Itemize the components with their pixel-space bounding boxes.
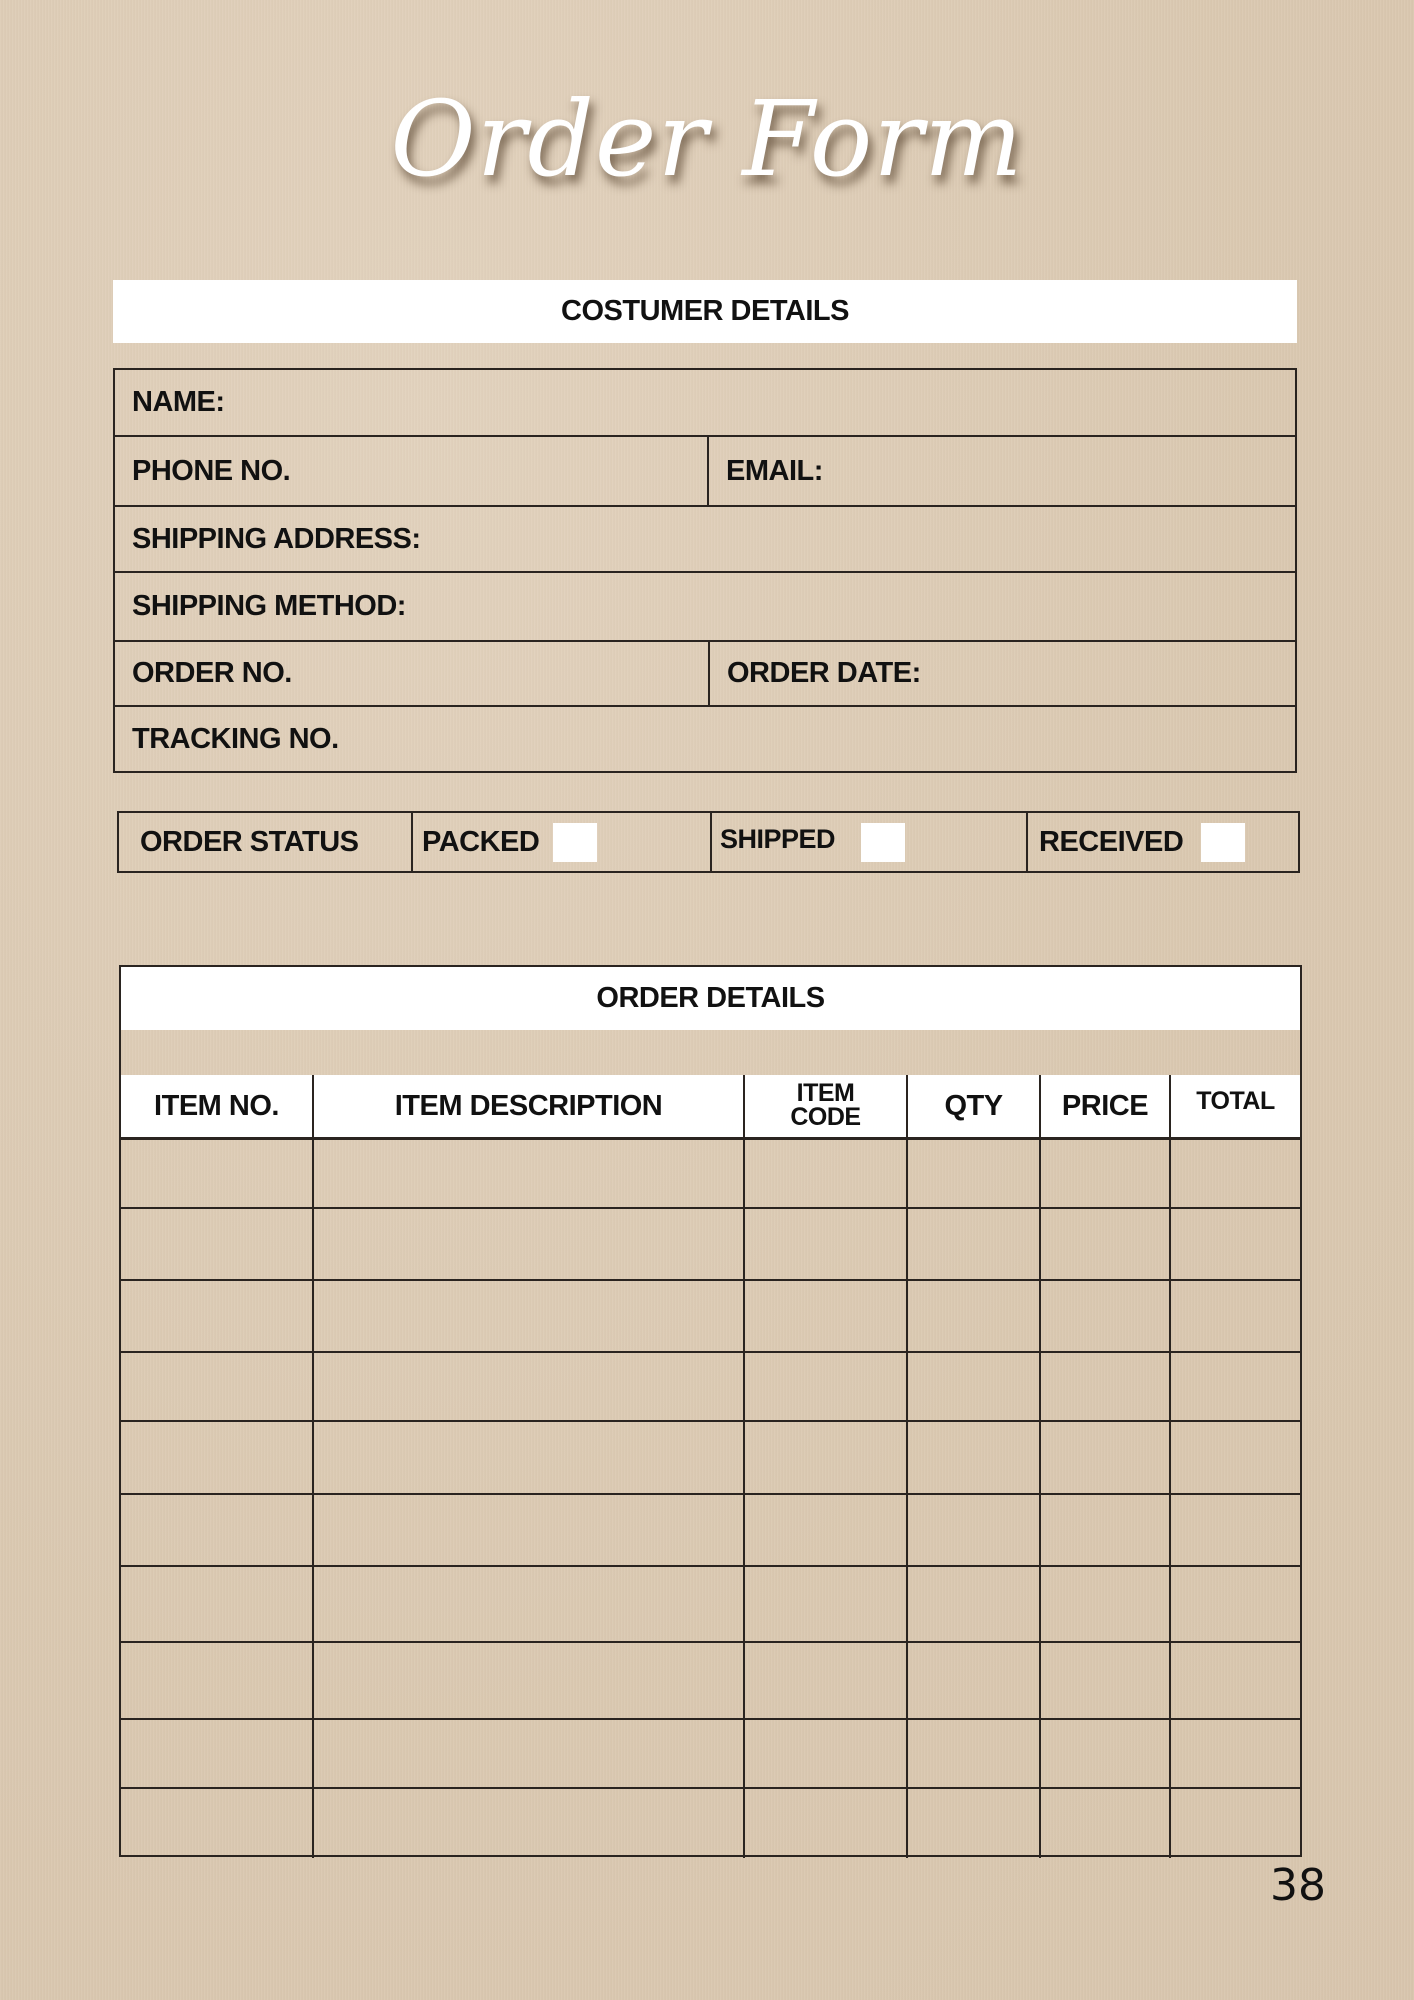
col-qty-label: QTY: [944, 1089, 1003, 1122]
price-cell[interactable]: [1041, 1789, 1171, 1858]
tracking-no-label: TRACKING NO.: [132, 722, 339, 755]
qty-cell[interactable]: [908, 1789, 1041, 1858]
item-description-cell[interactable]: [314, 1281, 745, 1351]
status-received[interactable]: [1028, 813, 1298, 871]
item-no-cell[interactable]: [121, 1567, 314, 1641]
item-code-cell[interactable]: [745, 1720, 908, 1787]
order-date-field[interactable]: [710, 642, 1295, 705]
table-row: [121, 1643, 1300, 1720]
col-item-no-label: ITEM NO.: [154, 1089, 279, 1122]
page-number: 38: [1270, 1860, 1326, 1911]
item-description-cell[interactable]: [314, 1353, 745, 1420]
item-no-cell[interactable]: [121, 1720, 314, 1787]
item-code-cell[interactable]: [745, 1789, 908, 1858]
order-details-table: [119, 965, 1302, 1857]
item-code-cell[interactable]: [745, 1422, 908, 1493]
total-cell[interactable]: [1171, 1720, 1300, 1787]
item-no-cell[interactable]: [121, 1353, 314, 1420]
item-code-cell[interactable]: [745, 1209, 908, 1279]
status-shipped[interactable]: [712, 813, 1028, 871]
customer-details-table: [113, 368, 1297, 773]
customer-details-heading-text: COSTUMER DETAILS: [561, 295, 849, 327]
col-price-label: PRICE: [1061, 1089, 1149, 1122]
total-cell[interactable]: [1171, 1281, 1300, 1351]
item-code-cell[interactable]: [745, 1567, 908, 1641]
col-total: [1171, 1075, 1300, 1137]
received-checkbox[interactable]: [1201, 823, 1245, 862]
price-cell[interactable]: [1041, 1422, 1171, 1493]
name-field[interactable]: [115, 370, 1295, 435]
price-cell[interactable]: [1041, 1495, 1171, 1565]
order-status-label-cell: [119, 813, 413, 871]
customer-details-heading: [113, 280, 1297, 343]
table-row: [121, 1789, 1300, 1858]
shipping-address-row: [115, 507, 1295, 573]
order-details-heading: [121, 967, 1300, 1030]
total-cell[interactable]: [1171, 1422, 1300, 1493]
col-total-label: TOTAL: [1196, 1087, 1275, 1115]
item-no-cell[interactable]: [121, 1422, 314, 1493]
table-row: [121, 1422, 1300, 1495]
col-item-code-label: ITEM CODE: [790, 1079, 861, 1131]
price-cell[interactable]: [1041, 1140, 1171, 1207]
qty-cell[interactable]: [908, 1209, 1041, 1279]
order-no-date-row: [115, 642, 1295, 707]
total-cell[interactable]: [1171, 1353, 1300, 1420]
order-details-heading-text: ORDER DETAILS: [596, 982, 825, 1014]
table-row: [121, 1567, 1300, 1643]
item-code-cell[interactable]: [745, 1140, 908, 1207]
tracking-no-field[interactable]: [115, 707, 1295, 771]
qty-cell[interactable]: [908, 1643, 1041, 1718]
total-cell[interactable]: [1171, 1567, 1300, 1641]
shipping-address-field[interactable]: [115, 507, 1295, 571]
price-cell[interactable]: [1041, 1209, 1171, 1279]
page-title: Order Form: [390, 78, 1024, 200]
received-label: RECEIVED: [1039, 825, 1184, 858]
price-cell[interactable]: [1041, 1720, 1171, 1787]
col-item-description-label: ITEM DESCRIPTION: [394, 1089, 663, 1122]
item-description-cell[interactable]: [314, 1720, 745, 1787]
phone-label: PHONE NO.: [132, 454, 291, 487]
item-description-cell[interactable]: [314, 1643, 745, 1718]
status-packed[interactable]: [413, 813, 712, 871]
col-price: [1041, 1075, 1171, 1137]
item-description-cell[interactable]: [314, 1422, 745, 1493]
item-description-cell[interactable]: [314, 1789, 745, 1858]
item-code-cell[interactable]: [745, 1495, 908, 1565]
item-no-cell[interactable]: [121, 1789, 314, 1858]
order-status-label: ORDER STATUS: [140, 825, 359, 858]
item-no-cell[interactable]: [121, 1140, 314, 1207]
price-cell[interactable]: [1041, 1353, 1171, 1420]
shipping-method-label: SHIPPING METHOD:: [132, 590, 406, 622]
item-no-cell[interactable]: [121, 1495, 314, 1565]
table-row: [121, 1720, 1300, 1789]
price-cell[interactable]: [1041, 1281, 1171, 1351]
shipping-method-field[interactable]: [115, 573, 1295, 640]
total-cell[interactable]: [1171, 1643, 1300, 1718]
qty-cell[interactable]: [908, 1422, 1041, 1493]
order-date-label: ORDER DATE:: [727, 657, 921, 689]
table-row: [121, 1495, 1300, 1567]
email-field[interactable]: [709, 437, 1295, 505]
item-description-cell[interactable]: [314, 1140, 745, 1207]
tracking-no-row: [115, 707, 1295, 771]
qty-cell[interactable]: [908, 1495, 1041, 1565]
item-description-cell[interactable]: [314, 1567, 745, 1641]
total-cell[interactable]: [1171, 1789, 1300, 1858]
packed-label: PACKED: [422, 825, 540, 858]
email-label: EMAIL:: [726, 454, 823, 487]
shipping-method-row: [115, 573, 1295, 642]
qty-cell[interactable]: [908, 1353, 1041, 1420]
total-cell[interactable]: [1171, 1140, 1300, 1207]
item-code-cell[interactable]: [745, 1353, 908, 1420]
qty-cell[interactable]: [908, 1281, 1041, 1351]
phone-field[interactable]: [115, 437, 709, 505]
item-no-cell[interactable]: [121, 1281, 314, 1351]
item-no-cell[interactable]: [121, 1643, 314, 1718]
qty-cell[interactable]: [908, 1567, 1041, 1641]
packed-checkbox[interactable]: [553, 823, 597, 862]
col-item-description: [314, 1075, 745, 1137]
table-row: [121, 1353, 1300, 1422]
table-row: [121, 1281, 1300, 1353]
item-no-cell[interactable]: [121, 1209, 314, 1279]
order-no-field[interactable]: [115, 642, 710, 705]
qty-cell[interactable]: [908, 1140, 1041, 1207]
table-row: [121, 1209, 1300, 1281]
order-details-body: [121, 1140, 1300, 1855]
name-label: NAME:: [132, 386, 225, 418]
table-row: [121, 1140, 1300, 1209]
qty-cell[interactable]: [908, 1720, 1041, 1787]
phone-email-row: [115, 437, 1295, 507]
order-no-label: ORDER NO.: [132, 657, 292, 689]
shipped-checkbox[interactable]: [861, 823, 905, 862]
item-code-cell[interactable]: [745, 1281, 908, 1351]
total-cell[interactable]: [1171, 1495, 1300, 1565]
price-cell[interactable]: [1041, 1567, 1171, 1641]
shipping-address-label: SHIPPING ADDRESS:: [132, 522, 421, 555]
total-cell[interactable]: [1171, 1209, 1300, 1279]
col-item-no: [121, 1075, 314, 1137]
item-description-cell[interactable]: [314, 1209, 745, 1279]
name-row: [115, 370, 1295, 437]
order-details-header-row: [121, 1075, 1300, 1140]
item-description-cell[interactable]: [314, 1495, 745, 1565]
shipped-label: SHIPPED: [720, 823, 836, 854]
order-status-bar: [117, 811, 1300, 873]
item-code-cell[interactable]: [745, 1643, 908, 1718]
col-qty: [908, 1075, 1041, 1137]
col-item-code: [745, 1075, 908, 1137]
price-cell[interactable]: [1041, 1643, 1171, 1718]
